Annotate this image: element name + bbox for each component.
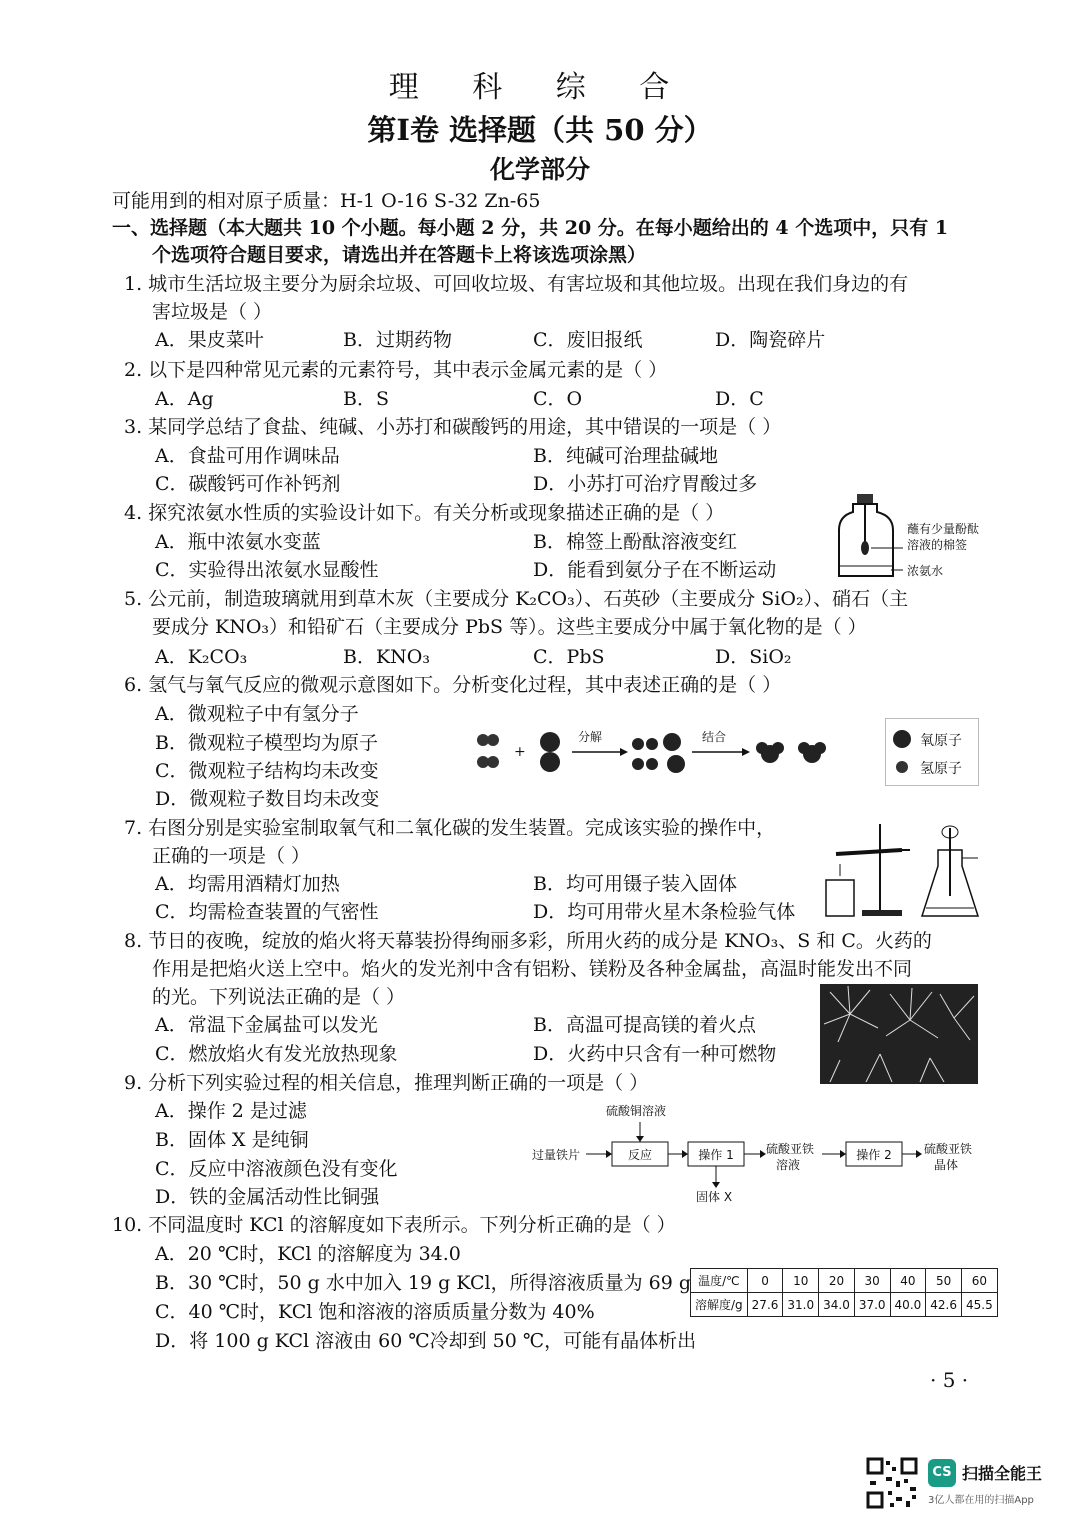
solubility-cell: 37.0	[854, 1293, 890, 1317]
temp-cell: 0	[747, 1269, 783, 1293]
scanner-brand: 扫描全能王	[962, 1464, 1043, 1483]
temp-cell: 50	[926, 1269, 962, 1293]
qr-code-icon	[866, 1457, 918, 1509]
solubility-cell: 42.6	[926, 1293, 962, 1317]
q5-stem: 5. 公元前，制造玻璃就用到草木灰（主要成分 K₂CO₃）、石英砂（主要成分 SiO₂）、硝石（主	[124, 588, 909, 610]
legend-oxygen-label: 氧原子	[920, 733, 962, 749]
page-title: 理 科 综 合	[388, 70, 692, 105]
gas-apparatus-drawing	[822, 820, 980, 920]
q8-stem: 8. 节日的夜晚，绽放的焰火将天幕装扮得绚丽多彩，所用火药的成分是 KNO₃、S 和 C。火药的	[124, 930, 932, 952]
q10-option-a: A．20 ℃时，KCl 的溶解度为 34.0	[155, 1243, 461, 1265]
instructions-line1: 一、选择题（本大题共 10 个小题。每小题 2 分，共 20 分。在每小题给出的 4 个选项中，只有 1	[112, 217, 949, 239]
q9-option-c: C．反应中溶液颜色没有变化	[155, 1158, 398, 1180]
table-row	[691, 1293, 998, 1317]
flow-ferrous-crystal-2: 晶体	[934, 1158, 959, 1172]
flow-solid-x: 固体 X	[696, 1190, 733, 1204]
q8-stem-2: 作用是把焰火送上空中。焰火的发光剂中含有铝粉、镁粉及各种金属盐，高温时能发出不同	[152, 958, 913, 980]
solubility-cell: 34.0	[819, 1293, 855, 1317]
reaction-micro-diagram	[470, 722, 840, 782]
q6-option-b: B．微观粒子模型均为原子	[155, 732, 378, 754]
temp-cell: 20	[819, 1269, 855, 1293]
q2-option-c: C．O	[533, 388, 583, 410]
q2-option-a: A．Ag	[155, 388, 214, 410]
legend-atoms	[890, 719, 914, 785]
q5-stem-2: 要成分 KNO₃）和铅矿石（主要成分 PbS 等）。这些主要成分中属于氧化物的是（ ）	[152, 616, 867, 638]
q6-option-d: D．微观粒子数目均未改变	[155, 788, 380, 810]
gas-apparatus-figure	[822, 820, 980, 920]
temp-cell: 30	[854, 1269, 890, 1293]
q7-option-c: C．均需检查装置的气密性	[155, 901, 379, 923]
q5-option-d: D．SiO₂	[715, 646, 792, 668]
page-number: · 5 ·	[930, 1368, 969, 1392]
scanner-tagline: 3亿人都在用的扫描App	[928, 1495, 1034, 1506]
q9-stem: 9. 分析下列实验过程的相关信息，推理判断正确的一项是（ ）	[124, 1072, 649, 1094]
flow-ferrous-crystal-1: 硫酸亚铁	[924, 1142, 973, 1156]
reaction-micro-drawing	[470, 722, 840, 782]
step-decompose-label: 分解	[578, 730, 603, 744]
q3-option-a: A．食盐可用作调味品	[155, 445, 340, 467]
solubility-cell: 27.6	[747, 1293, 783, 1317]
flow-ferrous-solution-2: 溶液	[776, 1158, 801, 1172]
solubility-cell: 31.0	[783, 1293, 819, 1317]
fig-label-cotton-2: 溶液的棉签	[907, 538, 968, 552]
solubility-cell: 40.0	[890, 1293, 926, 1317]
flow-reaction-box: 反应	[627, 1148, 652, 1162]
atomic-masses: 可能用到的相对原子质量：H-1 O-16 S-32 Zn-65	[112, 190, 541, 212]
fireworks-drawing	[820, 984, 978, 1084]
q7-option-a: A．均需用酒精灯加热	[155, 873, 340, 895]
flow-copper-sulfate: 硫酸铜溶液	[606, 1104, 667, 1118]
q5-option-b: B．KNO₃	[343, 646, 430, 668]
q1-option-b: B．过期药物	[343, 329, 452, 351]
q8-option-d: D．火药中只含有一种可燃物	[533, 1043, 777, 1065]
q7-option-d: D．均可用带火星木条检验气体	[533, 901, 796, 923]
q6-stem: 6. 氢气与氧气反应的微观示意图如下。分析变化过程，其中表述正确的是（ ）	[124, 674, 782, 696]
q9-option-a: A．操作 2 是过滤	[155, 1100, 307, 1122]
q8-stem-3: 的光。下列说法正确的是（ ）	[152, 986, 406, 1008]
flowchart-arrows	[530, 1100, 980, 1208]
q7-stem: 7. 右图分别是实验室制取氧气和二氧化碳的发生装置。完成该实验的操作中，	[124, 817, 776, 839]
flow-iron-input: 过量铁片	[532, 1148, 581, 1162]
flow-operation2-box: 操作 2	[856, 1148, 892, 1162]
q5-option-a: A．K₂CO₃	[155, 646, 248, 668]
temp-cell: 10	[783, 1269, 819, 1293]
q8-option-b: B．高温可提高镁的着火点	[533, 1014, 756, 1036]
solubility-table	[690, 1268, 998, 1317]
camscanner-logo-icon: CS	[928, 1459, 956, 1487]
q3-option-d: D．小苏打可治疗胃酸过多	[533, 473, 758, 495]
q10-stem: 10. 不同温度时 KCl 的溶解度如下表所示。下列分析正确的是（ ）	[112, 1214, 676, 1236]
temp-cell: 40	[890, 1269, 926, 1293]
q4-option-b: B．棉签上酚酞溶液变红	[533, 531, 737, 553]
q9-option-b: B．固体 X 是纯铜	[155, 1129, 309, 1151]
q10-option-d: D．将 100 g KCl 溶液由 60 ℃冷却到 50 ℃，可能有晶体析出	[155, 1330, 697, 1352]
q6-option-c: C．微观粒子结构均未改变	[155, 760, 379, 782]
q1-option-d: D．陶瓷碎片	[715, 329, 826, 351]
fig-label-cotton-1: 蘸有少量酚酞	[907, 522, 980, 536]
legend-hydrogen-label: 氢原子	[920, 761, 962, 777]
q4-option-a: A．瓶中浓氨水变蓝	[155, 531, 321, 553]
scanner-watermark	[866, 1455, 1066, 1515]
q2-option-d: D．C	[715, 388, 764, 410]
solubility-cell: 45.5	[961, 1293, 997, 1317]
flow-operation1-box: 操作 1	[698, 1148, 734, 1162]
q4-stem: 4. 探究浓氨水性质的实验设计如下。有关分析或现象描述正确的是（ ）	[124, 502, 725, 524]
q3-stem: 3. 某同学总结了食盐、纯碱、小苏打和碳酸钙的用途，其中错误的一项是（ ）	[124, 416, 782, 438]
q2-option-b: B．S	[343, 388, 389, 410]
q7-option-b: B．均可用镊子装入固体	[533, 873, 737, 895]
q1-stem-2: 害垃圾是（ ）	[152, 301, 273, 323]
q1-stem: 1. 城市生活垃圾主要分为厨余垃圾、可回收垃圾、有害垃圾和其他垃圾。出现在我们身边的有	[124, 273, 909, 295]
q10-option-c: C．40 ℃时，KCl 饱和溶液的溶质质量分数为 40%	[155, 1301, 595, 1323]
q6-option-a: A．微观粒子中有氢分子	[155, 703, 359, 725]
instructions-line2: 个选项符合题目要求，请选出并在答题卡上将该选项涂黑）	[152, 244, 647, 266]
row-header-temperature: 温度/℃	[691, 1269, 748, 1293]
section-subtitle: 第Ⅰ卷 选择题（共 50 分）	[367, 113, 713, 147]
row-header-solubility: 溶解度/g	[691, 1293, 748, 1317]
q3-option-b: B．纯碱可治理盐碱地	[533, 445, 718, 467]
q3-option-c: C．碳酸钙可作补钙剂	[155, 473, 341, 495]
table-row	[691, 1269, 998, 1293]
ammonia-bottle-figure	[835, 490, 985, 582]
fig-label-ammonia: 浓氨水	[907, 564, 944, 578]
temp-cell: 60	[961, 1269, 997, 1293]
q2-stem: 2. 以下是四种常见元素的元素符号，其中表示金属元素的是（ ）	[124, 359, 668, 381]
q4-option-c: C．实验得出浓氨水显酸性	[155, 559, 379, 581]
q7-stem-2: 正确的一项是（ ）	[152, 845, 311, 867]
flow-ferrous-solution-1: 硫酸亚铁	[766, 1142, 815, 1156]
q8-option-c: C．燃放焰火有发光放热现象	[155, 1043, 398, 1065]
q9-option-d: D．铁的金属活动性比铜强	[155, 1186, 380, 1208]
q8-option-a: A．常温下金属盐可以发光	[155, 1014, 378, 1036]
q5-option-c: C．PbS	[533, 646, 605, 668]
q1-option-c: C．废旧报纸	[533, 329, 643, 351]
q4-option-d: D．能看到氨分子在不断运动	[533, 559, 777, 581]
q1-option-a: A．果皮菜叶	[155, 329, 264, 351]
svg-text:+: +	[514, 744, 526, 760]
atom-legend	[885, 718, 979, 786]
fireworks-photo	[820, 984, 978, 1084]
step-combine-label: 结合	[702, 730, 727, 744]
chemistry-section-heading: 化学部分	[489, 155, 590, 184]
q10-option-b: B．30 ℃时，50 g 水中加入 19 g KCl，所得溶液质量为 69 g	[155, 1272, 692, 1294]
process-flowchart	[530, 1100, 980, 1208]
